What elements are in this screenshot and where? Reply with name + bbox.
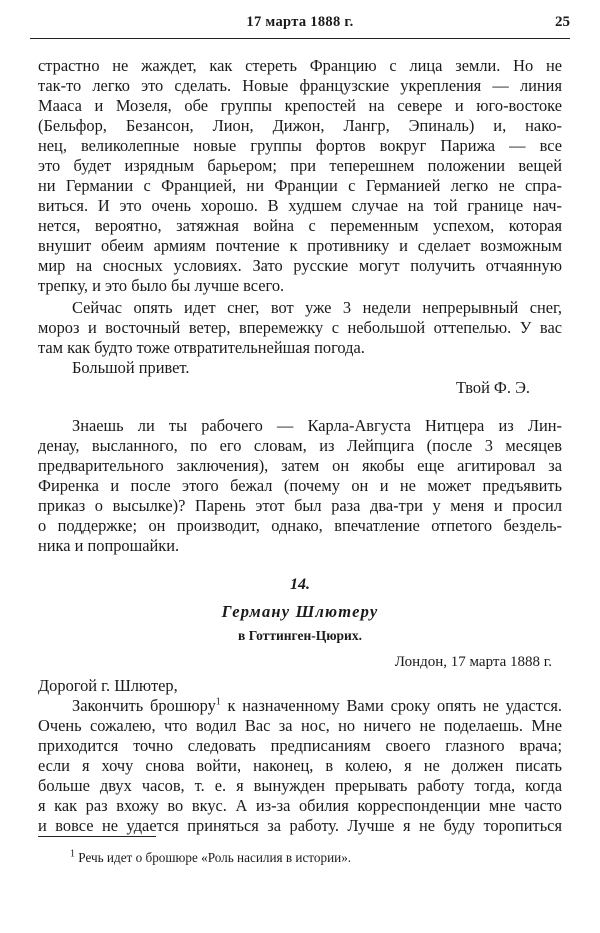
text-line: страстно не жаждет, как стереть Францию с лица земли. Но не	[38, 56, 562, 75]
postscript-line: ника и попрошайки.	[38, 536, 180, 555]
text-line: там как будто тоже отвратительнейшая погода.	[38, 338, 365, 357]
postscript-line: приказ о высылке)? Парень этот был раза два-три у меня и просил	[38, 496, 562, 515]
text-line: (Бельфор, Безансон, Лион, Дижон, Лангр, Эпиналь) и, нако-	[38, 116, 562, 135]
text-line: это будет изрядным барьером; при теперешнем положении вещей	[38, 156, 562, 175]
footnote-ref: 1	[215, 696, 221, 708]
letter-dateline: Лондон, 17 марта 1888 г.	[394, 654, 552, 670]
text-line: внушит обеим армиям почтение к противнику и сделает возможным	[38, 236, 562, 255]
text-line: так-то легко это сделать. Новые французские укрепления — линия	[38, 76, 562, 95]
postscript-line: о поддержке; он производит, однако, впечатление отпетого бездель-	[38, 516, 562, 535]
text-line: трепку, и это было бы лучше всего.	[38, 276, 285, 295]
text-line: Большой привет.	[72, 358, 190, 377]
text-line: нец, великолепные новые группы фортов вокруг Парижа — все	[38, 136, 562, 155]
letter-line: Очень сожалею, что водил Вас за нос, но ничего не поделаешь. Мне	[38, 716, 562, 735]
postscript-line: денау, высланного, по его словам, из Лейпцига (после 3 месяцев	[38, 436, 562, 455]
salutation: Дорогой г. Шлютер,	[38, 676, 178, 695]
signature: Твой Ф. Э.	[456, 378, 530, 397]
footnote	[70, 850, 351, 866]
page-number: 25	[555, 14, 570, 30]
text-line: Мааса и Мозеля, обе группы крепостей на севере и юго-востоке	[38, 96, 562, 115]
letter-first-line	[72, 696, 562, 716]
text-line: мороз и восточный ветер, вперемежку с небольшой оттепелью. У вас	[38, 318, 562, 337]
header-rule	[30, 38, 570, 39]
letter-line: и вовсе не удается приняться за работу. Лучше я не буду торопиться	[38, 816, 562, 835]
footnote-rule	[38, 836, 156, 837]
letter-location: в Готтинген-Цюрих.	[238, 628, 362, 643]
text-line: нется, вероятно, затяжная война с переменным успехом, которая	[38, 216, 562, 235]
letter-first-line-b: к назначенному Вами сроку опять не удастся.	[220, 696, 562, 715]
letter-line: я как раз вхожу во вкус. А из-за обилия корреспонденции мне часто	[38, 796, 562, 815]
text-line: виться. И это очень хорошо. В худшем случае на той границе нач-	[38, 196, 562, 215]
footnote-text: Речь идет о брошюре «Роль насилия в истории».	[78, 850, 352, 865]
header-date: 17 марта 1888 г.	[246, 14, 354, 30]
letter-line: приходится точно следовать предписаниям своего глазного врача;	[38, 736, 562, 755]
letter-line: больше двух часов, т. е. я вынужден прерывать работу тогда, когда	[38, 776, 562, 795]
letter-first-line-a: Закончить брошюру	[72, 696, 216, 715]
text-line: ни Германии с Францией, ни Франции с Германией легко не спра-	[38, 176, 562, 195]
text-line: мир на сносных условиях. Зато русские могут получить отчаянную	[38, 256, 562, 275]
footnote-marker: 1	[70, 848, 75, 860]
postscript-line: предварительного заключения), затем он якобы еще агитировал за	[38, 456, 562, 475]
running-header	[30, 14, 570, 36]
letter-number: 14.	[290, 576, 310, 593]
postscript-line: Фиренка и после этого бежал (почему он и не может предъявить	[38, 476, 562, 495]
postscript-line: Знаешь ли ты рабочего — Карла-Августа Нитцера из Лин-	[72, 416, 562, 435]
letter-line: если я хочу снова войти, наконец, в колею, я не должен писать	[38, 756, 562, 775]
letter-recipient: Герману Шлютеру	[221, 602, 379, 621]
text-line: Сейчас опять идет снег, вот уже 3 недели непрерывный снег,	[72, 298, 562, 317]
